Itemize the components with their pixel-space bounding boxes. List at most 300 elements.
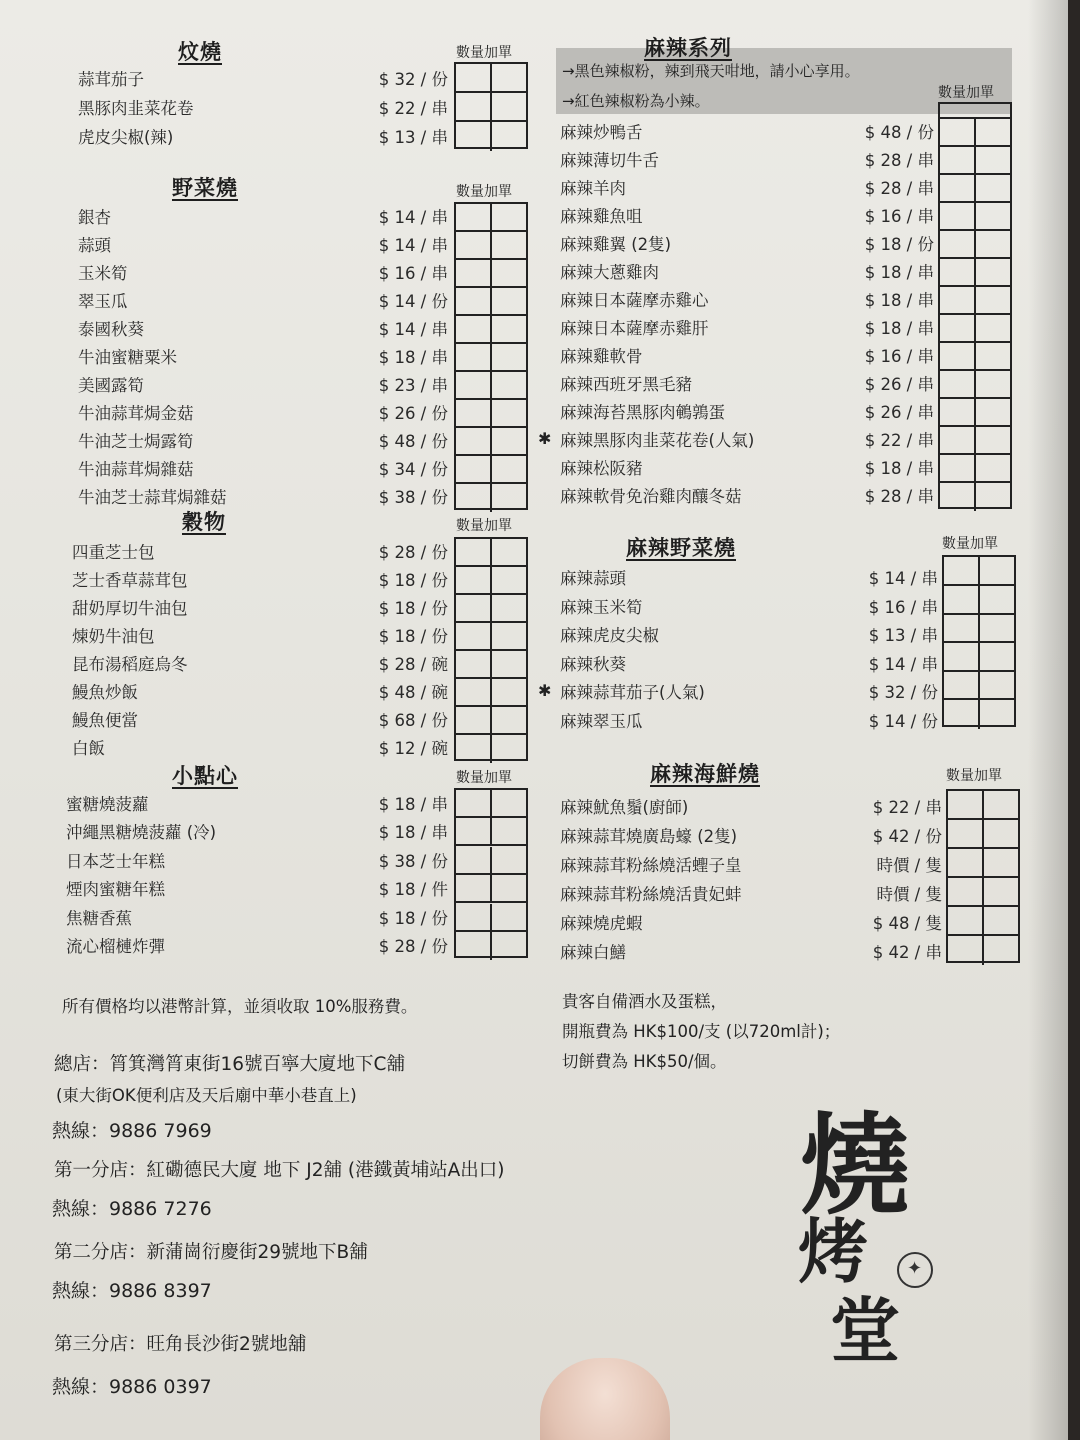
menu-item-price: $ 18 / 串 [378, 823, 448, 842]
order-cell[interactable] [980, 700, 1014, 729]
order-cell[interactable] [492, 316, 526, 344]
menu-item-price: $ 34 / 份 [378, 460, 448, 479]
order-cell[interactable] [940, 315, 976, 343]
menu-item-name: 麻辣黑豚肉韭菜花卷(人氣) [560, 431, 755, 450]
menu-item-name: 麻辣秋葵 [560, 655, 626, 674]
order-cell[interactable] [976, 399, 1010, 427]
order-cell[interactable] [492, 456, 526, 484]
order-cell[interactable] [944, 557, 980, 586]
service-charge-note: 所有價格均以港幣計算，並須收取 10%服務費。 [62, 997, 418, 1016]
order-cell[interactable] [976, 147, 1010, 175]
order-cell[interactable] [492, 232, 526, 260]
menu-item-price: $ 28 / 串 [864, 487, 934, 506]
menu-item-row [560, 706, 942, 734]
menu-item-price: $ 14 / 份 [868, 712, 938, 731]
menu-item-name: 麻辣虎皮尖椒 [560, 626, 659, 645]
qty-label-left-1: 數量加單 [456, 45, 512, 61]
menu-item-name: 麻辣蒜茸燒廣島蠔 (2隻) [560, 827, 738, 846]
order-cell[interactable] [456, 847, 492, 875]
menu-item-name: 麻辣海苔黑豚肉鵪鶉蛋 [560, 403, 725, 422]
order-cell[interactable] [456, 316, 492, 344]
menu-item-name: 麻辣軟骨免治雞肉釀冬菇 [560, 487, 742, 506]
order-cell[interactable] [944, 671, 980, 700]
section-title-right-1: 麻辣系列 [644, 36, 732, 60]
menu-item-name: 日本芝士年糕 [66, 852, 165, 871]
order-cell[interactable] [976, 343, 1010, 371]
order-cell[interactable] [940, 343, 976, 371]
order-grid-right-1 [938, 102, 1012, 509]
menu-item-name: 麻辣薄切牛舌 [560, 151, 659, 170]
order-cell[interactable] [492, 818, 526, 846]
order-cell[interactable] [492, 93, 526, 122]
order-cell[interactable] [940, 259, 976, 287]
order-cell[interactable] [492, 847, 526, 875]
order-cell[interactable] [456, 232, 492, 260]
order-cell[interactable] [984, 878, 1018, 907]
order-cell[interactable] [456, 122, 492, 151]
branch-hotline: 熱線：9886 7969 [52, 1120, 212, 1142]
order-cell[interactable] [976, 455, 1010, 483]
qty-label-left-4: 數量加單 [456, 770, 512, 786]
order-cell[interactable] [492, 122, 526, 151]
menu-item-row [560, 453, 938, 481]
order-cell[interactable] [976, 119, 1010, 147]
order-cell[interactable] [492, 651, 526, 679]
menu-item-row [78, 122, 452, 150]
branch-directions: (東大街OK便利店及天后廟中華小巷直上) [56, 1086, 357, 1105]
menu-item-name: 玉米筍 [78, 264, 128, 283]
order-cell[interactable] [456, 428, 492, 456]
menu-item-name: 麻辣燒虎蝦 [560, 914, 643, 933]
menu-item-name: 焦糖香蕉 [66, 909, 132, 928]
order-cell[interactable] [492, 428, 526, 456]
menu-item-name: 芝士香草蒜茸包 [72, 571, 188, 590]
menu-item-row [560, 677, 942, 705]
menu-item-row [72, 565, 452, 593]
menu-item-row [560, 649, 942, 677]
order-cell[interactable] [492, 790, 526, 818]
menu-item-price: $ 48 / 碗 [378, 683, 448, 702]
menu-item-price: $ 18 / 份 [378, 909, 448, 928]
order-cell[interactable] [492, 400, 526, 428]
order-cell[interactable] [940, 147, 976, 175]
menu-item-row [78, 286, 452, 314]
menu-item-name: 蒜茸茄子 [78, 70, 144, 89]
order-cell[interactable] [456, 707, 492, 735]
menu-item-name: 麻辣白鱔 [560, 943, 626, 962]
menu-item-name: 蒜頭 [78, 236, 111, 255]
order-cell[interactable] [492, 567, 526, 595]
menu-item-price: $ 38 / 份 [378, 852, 448, 871]
qty-label-left-3: 數量加單 [456, 518, 512, 534]
menu-item-row [72, 705, 452, 733]
order-cell[interactable] [948, 820, 984, 849]
order-cell[interactable] [492, 372, 526, 400]
menu-item-price: $ 16 / 串 [868, 598, 938, 617]
menu-item-row [78, 370, 452, 398]
order-cell[interactable] [456, 260, 492, 288]
qty-label-left-2: 數量加單 [456, 184, 512, 200]
order-cell[interactable] [948, 791, 984, 820]
menu-item-name: 煉奶牛油包 [72, 627, 155, 646]
order-cell[interactable] [940, 483, 976, 511]
menu-item-price: $ 18 / 份 [378, 627, 448, 646]
menu-item-price: $ 18 / 串 [378, 348, 448, 367]
menu-item-price: $ 14 / 串 [378, 320, 448, 339]
menu-item-price: $ 38 / 份 [378, 488, 448, 507]
order-cell[interactable] [492, 904, 526, 932]
order-cell[interactable] [980, 643, 1014, 672]
menu-item-row [78, 342, 452, 370]
order-cell[interactable] [976, 287, 1010, 315]
menu-item-row [66, 931, 452, 959]
menu-item-price: $ 48 / 份 [378, 432, 448, 451]
order-cell[interactable] [944, 700, 980, 729]
page-shadow [1028, 0, 1068, 1440]
order-cell[interactable] [940, 231, 976, 259]
menu-item-price: $ 28 / 碗 [378, 655, 448, 674]
order-cell[interactable] [456, 651, 492, 679]
order-cell[interactable] [940, 427, 976, 455]
order-grid-left-1 [454, 62, 528, 149]
menu-item-price: $ 42 / 份 [872, 827, 942, 846]
menu-item-name: 牛油芝士蒜茸焗雜菇 [78, 488, 227, 507]
order-cell[interactable] [456, 818, 492, 846]
qty-label-right-2: 數量加單 [942, 536, 998, 552]
order-cell[interactable] [492, 707, 526, 735]
menu-item-row [78, 454, 452, 482]
menu-item-row [560, 592, 942, 620]
menu-item-row [78, 93, 452, 121]
menu-item-row [560, 821, 946, 849]
menu-item-name: 黑豚肉韭菜花卷 [78, 99, 194, 118]
menu-item-name: 麻辣西班牙黑毛豬 [560, 375, 692, 394]
order-cell[interactable] [492, 932, 526, 960]
section-title-left-3: 穀物 [182, 510, 226, 534]
menu-item-row [66, 789, 452, 817]
order-cell[interactable] [492, 288, 526, 316]
menu-item-price: $ 14 / 串 [378, 236, 448, 255]
order-cell[interactable] [492, 539, 526, 567]
menu-item-row [78, 314, 452, 342]
order-cell[interactable] [976, 203, 1010, 231]
menu-item-name: 麻辣雞翼 (2隻) [560, 235, 672, 254]
menu-item-price: $ 18 / 串 [864, 263, 934, 282]
order-cell[interactable] [984, 791, 1018, 820]
menu-item-price: $ 12 / 碗 [378, 739, 448, 758]
branch-address: 第三分店：旺角長沙街2號地舖 [54, 1334, 307, 1355]
menu-item-name: 麻辣炒鴨舌 [560, 123, 643, 142]
order-cell[interactable] [984, 820, 1018, 849]
branch-hotline: 熱線：9886 7276 [52, 1198, 212, 1220]
menu-item-name: 泰國秋葵 [78, 320, 144, 339]
order-cell[interactable] [976, 427, 1010, 455]
order-cell[interactable] [456, 204, 492, 232]
menu-item-row [560, 201, 938, 229]
menu-item-row [78, 426, 452, 454]
order-grid-left-4 [454, 788, 528, 958]
menu-item-price: 時價 / 隻 [876, 885, 942, 904]
branch-hotline: 熱線：9886 8397 [52, 1280, 212, 1302]
menu-item-price: $ 13 / 串 [378, 128, 448, 147]
order-cell[interactable] [948, 907, 984, 936]
menu-item-price: $ 18 / 串 [864, 291, 934, 310]
menu-item-row [78, 398, 452, 426]
seal-icon [897, 1252, 933, 1288]
menu-item-price: $ 28 / 串 [864, 179, 934, 198]
order-cell[interactable] [940, 371, 976, 399]
menu-item-price: $ 14 / 串 [868, 655, 938, 674]
order-cell[interactable] [940, 175, 976, 203]
order-cell[interactable] [456, 623, 492, 651]
logo-char-1: 燒 [800, 1101, 910, 1230]
finger-photo-edge [540, 1358, 670, 1440]
menu-item-row [78, 202, 452, 230]
menu-item-name: 鰻魚炒飯 [72, 683, 138, 702]
order-cell[interactable] [492, 64, 526, 93]
menu-item-name: 麻辣玉米筍 [560, 598, 643, 617]
menu-item-name: 煙肉蜜糖年糕 [66, 880, 165, 899]
menu-item-row [66, 903, 452, 931]
menu-item-price: $ 28 / 份 [378, 937, 448, 956]
corkage-line: 貴客自備酒水及蛋糕， [562, 992, 727, 1011]
menu-item-name: 麻辣蒜茸茄子(人氣) [560, 683, 705, 702]
menu-item-price: $ 32 / 份 [868, 683, 938, 702]
menu-item-name: 麻辣日本薩摩赤雞肝 [560, 319, 709, 338]
menu-item-price: $ 28 / 份 [378, 543, 448, 562]
spicy-note-1: →紅色辣椒粉為小辣。 [562, 92, 710, 110]
menu-item-name: 麻辣日本薩摩赤雞心 [560, 291, 709, 310]
menu-item-price: $ 14 / 串 [868, 569, 938, 588]
menu-item-row [72, 621, 452, 649]
order-cell[interactable] [456, 64, 492, 93]
order-cell[interactable] [940, 203, 976, 231]
menu-item-row [78, 482, 452, 510]
order-cell[interactable] [948, 936, 984, 965]
menu-item-price: $ 48 / 份 [864, 123, 934, 142]
menu-item-name: 牛油蜜糖粟米 [78, 348, 177, 367]
menu-item-price: $ 42 / 串 [872, 943, 942, 962]
menu-item-price: $ 23 / 串 [378, 376, 448, 395]
order-cell[interactable] [492, 623, 526, 651]
menu-item-row [560, 937, 946, 965]
order-cell[interactable] [976, 231, 1010, 259]
menu-item-price: $ 18 / 件 [378, 880, 448, 899]
menu-item-row [66, 874, 452, 902]
branch-hotline: 熱線：9886 0397 [52, 1376, 212, 1398]
spicy-note-0: →黑色辣椒粉，辣到飛天咁地，請小心享用。 [562, 62, 860, 80]
order-cell[interactable] [948, 849, 984, 878]
order-cell[interactable] [492, 344, 526, 372]
menu-item-row [72, 677, 452, 705]
order-cell[interactable] [980, 614, 1014, 643]
order-cell[interactable] [456, 456, 492, 484]
menu-item-name: 四重芝士包 [72, 543, 155, 562]
order-cell[interactable] [980, 586, 1014, 615]
menu-item-name: 麻辣羊肉 [560, 179, 626, 198]
logo-char-2: 烤 [798, 1210, 868, 1293]
menu-item-price: $ 18 / 份 [864, 235, 934, 254]
menu-item-row [560, 173, 938, 201]
section-title-left-1: 炆燒 [178, 40, 222, 64]
menu-item-price: $ 14 / 份 [378, 292, 448, 311]
menu-item-name: 麻辣雞魚咀 [560, 207, 643, 226]
order-cell[interactable] [456, 93, 492, 122]
branch-address: 第二分店：新蒲崗衍慶街29號地下B舖 [54, 1242, 368, 1263]
order-cell[interactable] [456, 932, 492, 960]
order-cell[interactable] [456, 875, 492, 903]
order-cell[interactable] [492, 735, 526, 763]
order-grid-right-3 [946, 789, 1020, 963]
order-cell[interactable] [976, 315, 1010, 343]
order-cell[interactable] [976, 371, 1010, 399]
menu-item-row [72, 733, 452, 761]
menu-item-row [72, 593, 452, 621]
menu-item-row [560, 117, 938, 145]
menu-item-row [560, 313, 938, 341]
menu-item-price: $ 18 / 串 [864, 459, 934, 478]
section-title-right-3: 麻辣海鮮燒 [650, 762, 760, 786]
order-cell[interactable] [456, 595, 492, 623]
menu-item-price: $ 16 / 串 [864, 347, 934, 366]
order-cell[interactable] [980, 557, 1014, 586]
order-cell[interactable] [492, 679, 526, 707]
menu-item-row [560, 425, 938, 453]
branch-address: 第一分店：紅磡德民大廈 地下 J2舖 (港鐵黃埔站A出口) [54, 1160, 505, 1181]
menu-item-row [560, 481, 938, 509]
menu-item-price: $ 68 / 份 [378, 711, 448, 730]
corkage-line: 開瓶費為 HK$100/支 (以720ml計)； [562, 1022, 841, 1041]
order-cell[interactable] [456, 904, 492, 932]
order-cell[interactable] [456, 400, 492, 428]
menu-item-price: $ 16 / 串 [864, 207, 934, 226]
menu-item-price: 時價 / 隻 [876, 856, 942, 875]
menu-item-name: 昆布湯稻庭烏冬 [72, 655, 188, 674]
section-title-right-2: 麻辣野菜燒 [626, 536, 736, 560]
order-cell[interactable] [976, 483, 1010, 511]
menu-item-price: $ 18 / 串 [864, 319, 934, 338]
order-cell[interactable] [456, 679, 492, 707]
menu-item-row [560, 563, 942, 591]
order-cell[interactable] [456, 567, 492, 595]
order-cell[interactable] [492, 484, 526, 512]
menu-item-name: 麻辣雞軟骨 [560, 347, 643, 366]
order-cell[interactable] [944, 614, 980, 643]
menu-item-name: 麻辣松阪豬 [560, 459, 643, 478]
order-cell[interactable] [940, 399, 976, 427]
menu-item-row [560, 145, 938, 173]
logo-char-3: 堂 [830, 1289, 900, 1372]
menu-item-name: 翠玉瓜 [78, 292, 128, 311]
order-cell[interactable] [984, 849, 1018, 878]
order-cell[interactable] [940, 119, 976, 147]
qty-label-right-1: 數量加單 [938, 85, 994, 101]
order-cell[interactable] [492, 204, 526, 232]
branch-address: 總店：筲箕灣筲東街16號百寧大廈地下C舖 [54, 1054, 405, 1075]
order-cell[interactable] [944, 586, 980, 615]
menu-item-name: 鰻魚便當 [72, 711, 138, 730]
menu-item-name: 麻辣蒜茸粉絲燒活蟶子皇 [560, 856, 742, 875]
menu-item-price: $ 16 / 串 [378, 264, 448, 283]
order-cell[interactable] [456, 288, 492, 316]
menu-item-price: $ 14 / 串 [378, 208, 448, 227]
order-cell[interactable] [940, 287, 976, 315]
menu-item-row [72, 537, 452, 565]
menu-item-row [560, 229, 938, 257]
order-cell[interactable] [976, 259, 1010, 287]
order-cell[interactable] [492, 260, 526, 288]
menu-item-price: $ 26 / 串 [864, 375, 934, 394]
order-grid-left-2 [454, 202, 528, 510]
order-cell[interactable] [944, 643, 980, 672]
order-grid-header [940, 104, 1010, 119]
popular-star-icon: ✱ [538, 429, 552, 448]
order-cell[interactable] [492, 875, 526, 903]
menu-item-name: 麻辣翠玉瓜 [560, 712, 643, 731]
order-cell[interactable] [456, 484, 492, 512]
order-cell[interactable] [984, 907, 1018, 936]
menu-item-price: $ 22 / 串 [864, 431, 934, 450]
menu-item-price: $ 26 / 串 [864, 403, 934, 422]
menu-item-name: 甜奶厚切牛油包 [72, 599, 188, 618]
menu-item-name: 牛油蒜茸焗雜菇 [78, 460, 194, 479]
menu-item-name: 沖繩黑糖燒菠蘿 (冷) [66, 823, 217, 842]
menu-item-price: $ 22 / 串 [872, 798, 942, 817]
order-cell[interactable] [456, 790, 492, 818]
order-cell[interactable] [976, 175, 1010, 203]
qty-label-right-3: 數量加單 [946, 768, 1002, 784]
order-grid-right-2 [942, 555, 1016, 727]
menu-item-row [560, 369, 938, 397]
order-cell[interactable] [456, 735, 492, 763]
menu-item-price: $ 18 / 串 [378, 795, 448, 814]
menu-item-row [560, 397, 938, 425]
order-cell[interactable] [456, 344, 492, 372]
menu-item-name: 牛油蒜茸焗金菇 [78, 404, 194, 423]
menu-item-row [560, 879, 946, 907]
menu-item-name: 麻辣大蔥雞肉 [560, 263, 659, 282]
order-cell[interactable] [940, 455, 976, 483]
order-cell[interactable] [492, 595, 526, 623]
menu-item-name: 麻辣魷魚鬚(廚師) [560, 798, 689, 817]
order-cell[interactable] [948, 878, 984, 907]
menu-item-price: $ 13 / 串 [868, 626, 938, 645]
section-title-left-2: 野菜燒 [172, 176, 238, 200]
menu-item-row [66, 817, 452, 845]
menu-item-row [560, 850, 946, 878]
menu-item-price: $ 28 / 串 [864, 151, 934, 170]
menu-item-row [78, 64, 452, 92]
menu-item-price: $ 32 / 份 [378, 70, 448, 89]
menu-item-price: $ 48 / 隻 [872, 914, 942, 933]
menu-item-name: 牛油芝士焗露筍 [78, 432, 194, 451]
order-cell[interactable] [984, 936, 1018, 965]
menu-item-row [560, 341, 938, 369]
menu-item-row [560, 908, 946, 936]
menu-item-name: 麻辣蒜頭 [560, 569, 626, 588]
order-grid-left-3 [454, 537, 528, 761]
menu-item-name: 流心榴槤炸彈 [66, 937, 165, 956]
menu-item-name: 麻辣蒜茸粉絲燒活貴妃蚌 [560, 885, 742, 904]
menu-item-name: 蜜糖燒菠蘿 [66, 795, 149, 814]
menu-item-name: 白飯 [72, 739, 105, 758]
order-cell[interactable] [980, 671, 1014, 700]
order-cell[interactable] [456, 372, 492, 400]
menu-item-price: $ 18 / 份 [378, 599, 448, 618]
order-cell[interactable] [456, 539, 492, 567]
menu-item-name: 美國露筍 [78, 376, 144, 395]
menu-item-price: $ 26 / 份 [378, 404, 448, 423]
